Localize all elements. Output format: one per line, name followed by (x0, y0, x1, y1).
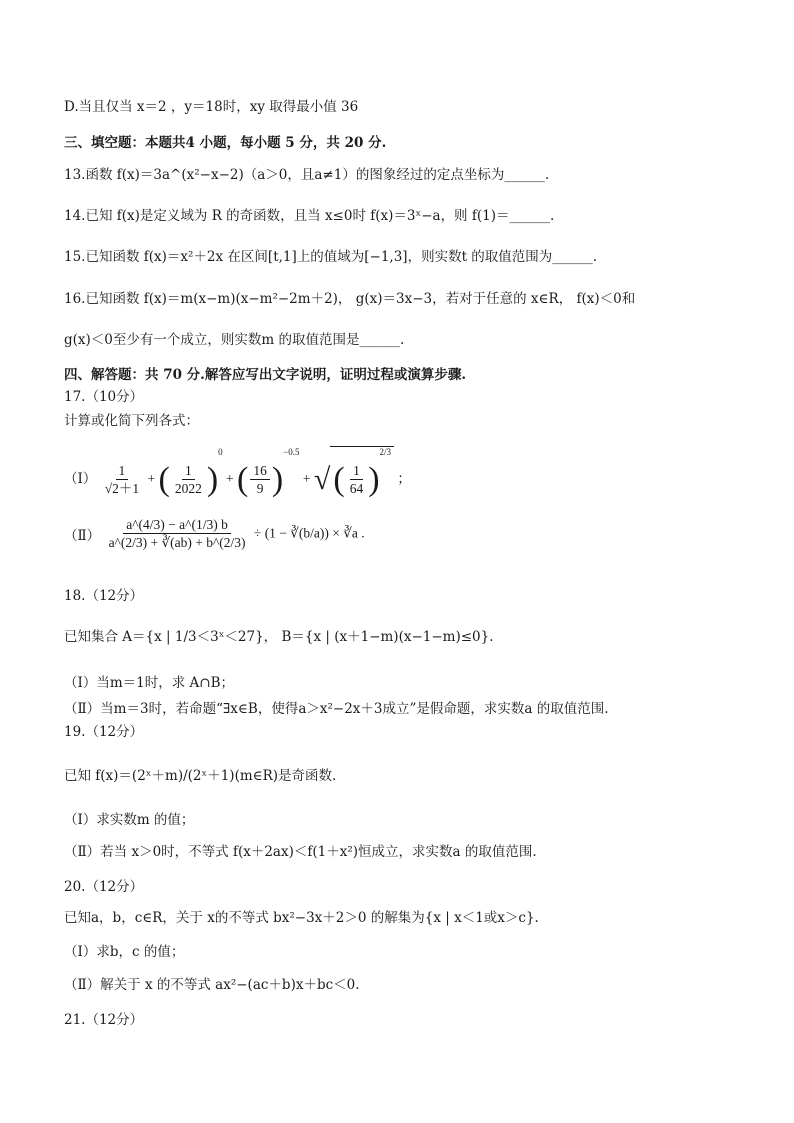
question-17-header: 17.（10分） (64, 389, 144, 405)
question-16-line-2: g(x)＜0至少有一个成立，则实数m 的取值范围是______. (64, 332, 405, 348)
formula-17-i: （Ⅰ） $\frac{1}{√2+1}$ + ( $\frac{1}{2022}$ )$^0$ + ( $\frac{16}{9}$ )$^{-0.5}$ + √( $\frac{1}{64}$ )$^{2/3}$ ； (64, 447, 411, 498)
term-3: $\frac{16}{9}$ (250, 462, 270, 497)
question-18-part-i: （Ⅰ）当m＝1时，求 A∩B； (64, 675, 234, 691)
formula-17-ii-fraction: $\frac{a\^{}(4/3) - a\^{}(1/3) b}{a\^{}(2/3) + ∛(ab) + b\^{}(2/3)}$ (108, 517, 246, 550)
question-21-header: 21.（12分） (64, 1012, 144, 1028)
formula-17-i-label: （Ⅰ） (64, 471, 97, 486)
question-18-part-ii: （Ⅱ）当m＝3时，若命题“∃x∈B，使得a＞x²−2x＋3成立”是假命题，求实数a 的取值范围. (64, 701, 609, 717)
term-1: $\frac{1}{√2+1}$ (104, 463, 140, 497)
question-18-header: 18.（12分） (64, 588, 144, 604)
question-19-part-ii: （Ⅱ）若当 x＞0时，不等式 f(x＋2ax)＜f(1＋x²)恒成立，求实数a 的取值范围. (64, 844, 537, 860)
question-19-header: 19.（12分） (64, 724, 144, 740)
question-20-text: 已知a，b，c∈R，关于 x的不等式 bx²−3x＋2＞0 的解集为{x | x＜1或x＞c}. (64, 910, 539, 926)
section-4-heading: 四、解答题：共 70 分.解答应写出文字说明，证明过程或演算步骤. (64, 367, 467, 383)
question-15: 15.已知函数 f(x)＝x²＋2x 在区间[t,1]上的值域为[−1,3]，则实数t 的取值范围为______. (64, 249, 598, 265)
section-3-heading: 三、填空题：本题共4 小题，每小题 5 分，共 20 分. (64, 135, 387, 151)
question-17-text: 计算或化简下列各式： (64, 413, 199, 429)
question-20-part-i: （Ⅰ）求b，c 的值； (64, 944, 185, 960)
question-16-line-1: 16.已知函数 f(x)＝m(x−m)(x−m²−2m＋2)， g(x)＝3x−3，若对于任意的 x∈R， f(x)＜0和 (64, 291, 636, 307)
question-14: 14.已知 f(x)是定义域为 R 的奇函数，且当 x≤0时 f(x)＝3ˣ−a，则 f(1)＝______. (64, 208, 555, 224)
formula-17-ii-rest: ÷ (1 − ∛(b/a)) × ∛a . (253, 525, 365, 541)
option-d: D.当且仅当 x＝2 ，y＝18时，xy 取得最小值 36 (64, 99, 359, 115)
question-13: 13.函数 f(x)＝3a^(x²−x−2)（a＞0，且a≠1）的图象经过的定点坐标为______. (64, 167, 550, 183)
question-19-part-i: （Ⅰ）求实数m 的值； (64, 812, 195, 828)
question-20-header: 20.（12分） (64, 879, 144, 895)
term-4: ( $\frac{1}{64}$ )$^{2/3}$ (330, 446, 394, 497)
term-2: $\frac{1}{2022}$ (174, 463, 202, 497)
formula-17-ii (64, 516, 365, 551)
formula-17-ii-label: （Ⅱ） (64, 527, 101, 543)
question-18-text: 已知集合 A＝{x | 1/3＜3ˣ＜27}， B＝{x | (x＋1−m)(x−1−m)≤0}. (64, 629, 494, 645)
question-20-part-ii: （Ⅱ）解关于 x 的不等式 ax²−(ac＋b)x＋bc＜0. (64, 977, 360, 993)
question-19-text: 已知 f(x)＝(2ˣ＋m)/(2ˣ＋1)(m∈R)是奇函数. (64, 768, 337, 784)
